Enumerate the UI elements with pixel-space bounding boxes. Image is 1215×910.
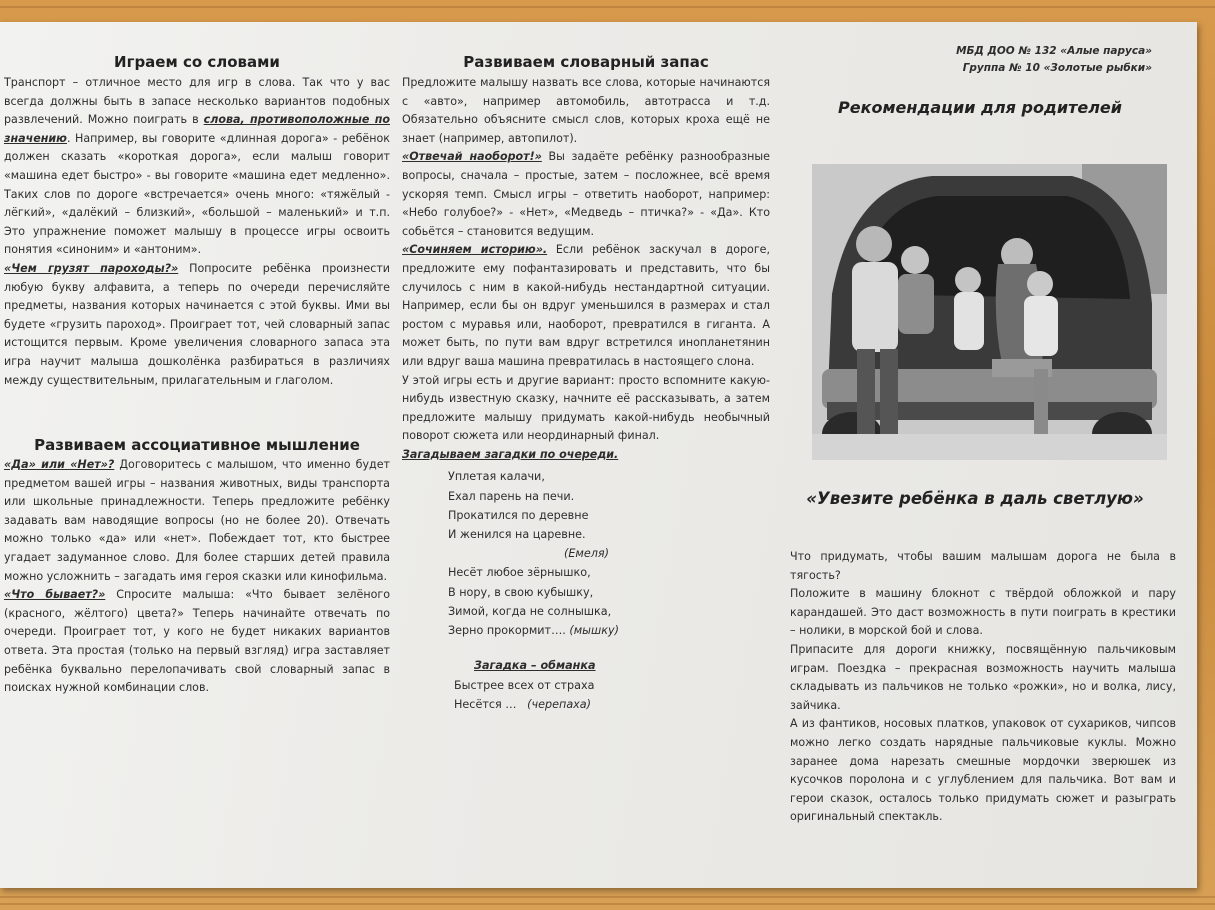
paragraph: У этой игры есть и другие вариант: просто вспомните какую-нибудь известную сказку, начните её рассказывать, а затем предложите малышу придумать какой-нибудь необычный поворот сюжета или неординарный финал. (402, 373, 770, 443)
poem-line (448, 621, 770, 640)
column-recommendations (790, 22, 1180, 824)
section-title: Развиваем словарный запас (463, 53, 709, 71)
family-car-illustration (812, 164, 1167, 460)
text: Вы задаёте ребёнку разнообразные вопросы, сначала – простые, затем – посложнее, всё время ускоряя темп. Смысл игры – ответить наоборот, например: «Небо голубое?» - «Нет», «Медведь – птичка?» - «Да». Кто собьётся – становится ведущим. (402, 150, 770, 238)
paragraph: Положите в машину блокнот с твёрдой обложкой и пару карандашей. Это даст возможность в пути поиграть в крестики – нолики, в морской бой и слова. (790, 587, 1176, 638)
riddle-answer: (мышку) (569, 624, 619, 638)
paragraph (402, 241, 770, 371)
poem-line: Несёт любое зёрнышко, (448, 566, 591, 580)
riddle-answer: (черепаха) (527, 697, 592, 711)
text: . Например, вы говорите «длинная дорога» - ребёнок должен сказать «короткая дорога», если малыш говорит «машина едет быстро» - вы говорите «машина едет медленно». Таких слов по дороге «встречается» очень много: «тяжёлый - лёгкий», «далёкий – близкий», «большой – маленький» и т.п. Это упражнение поможет малышу в процессе игры освоить понятия «синоним» и «антоним». (4, 131, 390, 257)
paragraph (4, 456, 390, 586)
paragraph: А из фантиков, носовых платков, упаковок от сухариков, чипсов можно легко создать нарядные пальчиковые куклы. Можно заранее дома нарезать смешные мордочки зверюшек из кусочков поролона и с углублением для пальчика. Вот вам и герои сказок, осталось только придумать сюжет и разыграть оригинальный спектакль. (790, 717, 1176, 824)
org-name: МБД ДОО № 132 «Алые паруса» (956, 45, 1152, 57)
section-title: Развиваем ассоциативное мышление (34, 436, 360, 455)
game-name: «Что бывает?» (4, 588, 106, 602)
poem-line: Быстрее всех от страха (454, 678, 595, 692)
text: Если ребёнок заскучал в дороге, предложите ему пофантазировать и представить, что бы случилось с ним в какой-нибудь нестандартной ситуации. Например, если бы он вдруг уменьшился в размерах и стал ростом с муравья или, наоборот, превратился в гиганта. А может быть, по пути вам вдруг встретился инопланетянин или вдруг ваша машина превратилась в настоящего слона. (402, 243, 770, 368)
poem-text: Несётся … (454, 697, 517, 711)
text: Договоритесь с малышом, что именно будет предметом вашей игры – названия животных, виды транспорта или школьные принадлежности. Теперь предложите ребёнку задавать вам наводящие вопросы (но не более 20). Отвечать можно только «да» или «нет». Побеждает тот, кто быстрее угадает задуманное слово. Для более старших детей правила можно усложнить – загадать имя героя сказки или кинофильма. (4, 458, 390, 583)
riddles-title: Загадываем загадки по очереди. (402, 447, 619, 461)
trick-riddle-title: Загадка – обманка (474, 659, 596, 673)
text: Попросите ребёнка произнести любую букву алфавита, а теперь по очереди перечисляйте предметы, названия которых начинается с этой буквы. Ими вы будете «грузить пароход». Проиграет тот, чей словарный запас истощится первым. Кроме увеличения словарного запаса эта игра научит малыша дошколёнка разбираться в различиях между существительным, прилагательным и глаголом. (4, 261, 390, 387)
game-name: «Чем грузят пароходы?» (4, 261, 179, 275)
poem-line: Прокатился по деревне (448, 508, 589, 522)
paragraph (4, 586, 390, 698)
brochure-sheet (0, 22, 1197, 888)
poem-line: Уплетая калачи, (448, 470, 545, 484)
group-name: Группа № 10 «Золотые рыбки» (962, 62, 1152, 74)
game-name: «Отвечай наоборот!» (402, 150, 542, 164)
poem-line: И женился на царевне. (448, 528, 586, 542)
wood-grain (0, 896, 1215, 898)
wood-grain (0, 6, 1215, 8)
subtitle: «Увезите ребёнка в даль светлую» (806, 489, 1144, 508)
paragraph (4, 260, 390, 390)
section-title: Играем со словами (114, 53, 280, 71)
wood-grain (0, 903, 1215, 905)
game-name: «Сочиняем историю». (402, 243, 548, 257)
main-title: Рекомендации для родителей (838, 98, 1122, 117)
text: Транспорт – отличное место для игр в слова. Так что у вас всегда должны быть в запасе несколько вариантов подобных развлечений. Можно поиграть в (4, 76, 390, 127)
poem-text: Зерно прокормит…. (448, 624, 566, 638)
paragraph (4, 74, 390, 260)
highlight: слова, противоположные по значению (4, 113, 390, 145)
column-games-with-words (4, 22, 390, 698)
poem-line (454, 695, 770, 714)
paragraph (402, 148, 770, 241)
poem-line: Зимой, когда не солнышка, (448, 604, 612, 618)
paragraph: Что придумать, чтобы вашим малышам дорога не была в тягость? (790, 550, 1176, 582)
tips-block (790, 548, 1176, 827)
riddle-block (402, 676, 770, 714)
riddle-block (402, 467, 770, 640)
column-vocabulary (402, 22, 770, 714)
poem-line: Ехал парень на печи. (448, 489, 575, 503)
family-car-photo (812, 164, 1167, 460)
riddle-answer: (Емеля) (564, 547, 610, 561)
paragraph: Предложите малышу назвать все слова, которые начинаются с «авто», например автомобиль, автотрасса и т.д. Обязательно объясните смысл слов, которых кроха ещё не знает (например, автопилот). (402, 76, 770, 145)
game-name: «Да» или «Нет»? (4, 458, 115, 472)
paragraph: Припасите для дороги книжку, посвящённую пальчиковым играм. Поездка – прекрасная возможность научить малыша складывать из пальчиков не только «рожки», но и волка, лису, зайчика. (790, 642, 1176, 712)
poem-line: В нору, в свою кубышку, (448, 585, 594, 599)
text: Спросите малыша: «Что бывает зелёного (красного, жёлтого) цвета?» Теперь начинайте отвечать по очереди. Проиграет тот, у кого не будет никаких вариантов ответа. Эта простая (только на первый взгляд) игра заставляет ребёнка буквально перелопачивать свой словарный запас в поисках нужной комбинации слов. (4, 588, 390, 695)
